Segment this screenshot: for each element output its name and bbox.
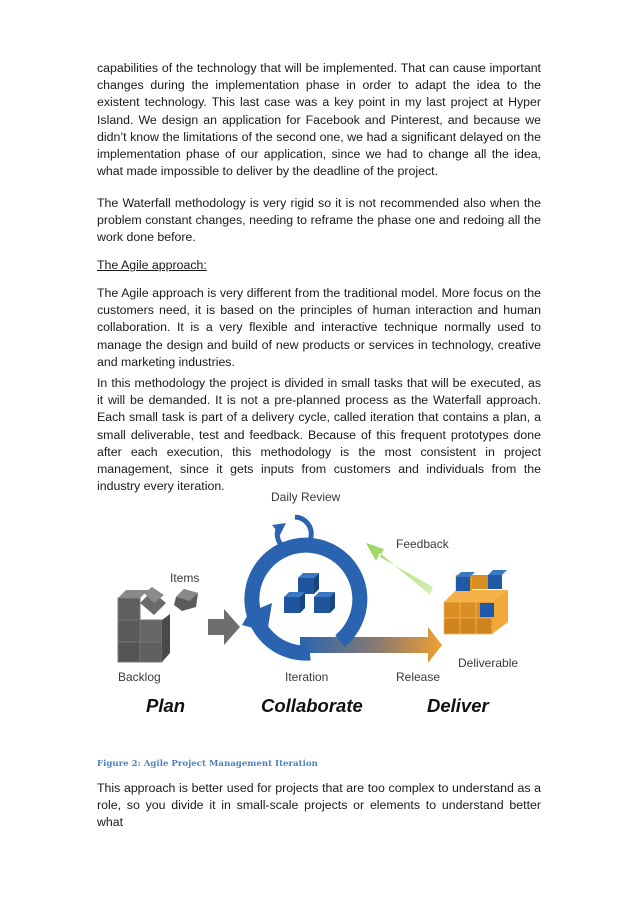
phase-deliver: Deliver: [427, 695, 489, 716]
iteration-cubes-icon: [284, 573, 335, 613]
figure-caption: Figure 2: Agile Project Management Iteration: [97, 759, 318, 769]
phase-collaborate: Collaborate: [261, 695, 363, 716]
paragraph-agile-methodology: In this methodology the project is divided in small tasks that will be executed, as it will be demanded. It is not a pre-planned process as the Waterfall approach. Each small task is part of a delivery cycle, called iteration that contains a plan, a small deliverable, test and feedback. Because of this frequent prototypes done after each execution, this methodology is the most consistent in project management, since it gets inputs from customers and individuals from the industry every iteration.: [97, 376, 541, 494]
paragraph-technology-limitations: capabilities of the technology that will be implemented. That can cause important changes during the implementation phase in order to adapt the idea to the existent technology. This last case was a key point in my last project at Hyper Island. We design an application for Facebook and Pinterest, and because we didn’t know the limitations of the second one, we had a significant delayed on the implementation phase of our application, since we had to change all the idea, what made impossible to deliver by the deadline of the project.: [97, 61, 541, 179]
label-iteration: Iteration: [285, 670, 329, 684]
backlog-cubes-icon: [118, 587, 198, 662]
paragraph-agile-intro: The Agile approach is very different from the traditional model. More focus on the customers need, it is based on the principles of human interaction and human collaboration. It is a very flexible and interactive technique normally used to manage the design and build of new products or services in technology, creative and marketing industries.: [97, 286, 541, 369]
label-backlog: Backlog: [118, 670, 161, 684]
plan-arrow-icon: [208, 609, 240, 645]
paragraph-waterfall-rigid: The Waterfall methodology is very rigid so it is not recommended also when the problem constant changes, needing to reframe the phase one and redoing all the work done before.: [97, 196, 541, 245]
paragraph-agile-usage: This approach is better used for projects that are too complex to understand as a role, so you divide it in small-scale projects or elements to understand better what: [97, 781, 541, 830]
label-items: Items: [170, 571, 200, 585]
diagram-graphics: [100, 485, 540, 730]
deliverable-cubes-icon: [444, 570, 508, 634]
agile-iteration-diagram: [100, 485, 540, 730]
phase-plan: Plan: [146, 695, 186, 716]
release-arrow-icon: [300, 627, 442, 663]
section-heading-agile: The Agile approach:: [97, 258, 207, 272]
label-deliverable: Deliverable: [458, 656, 519, 670]
label-daily-review: Daily Review: [271, 490, 341, 504]
label-release: Release: [396, 670, 441, 684]
label-feedback: Feedback: [396, 537, 449, 551]
